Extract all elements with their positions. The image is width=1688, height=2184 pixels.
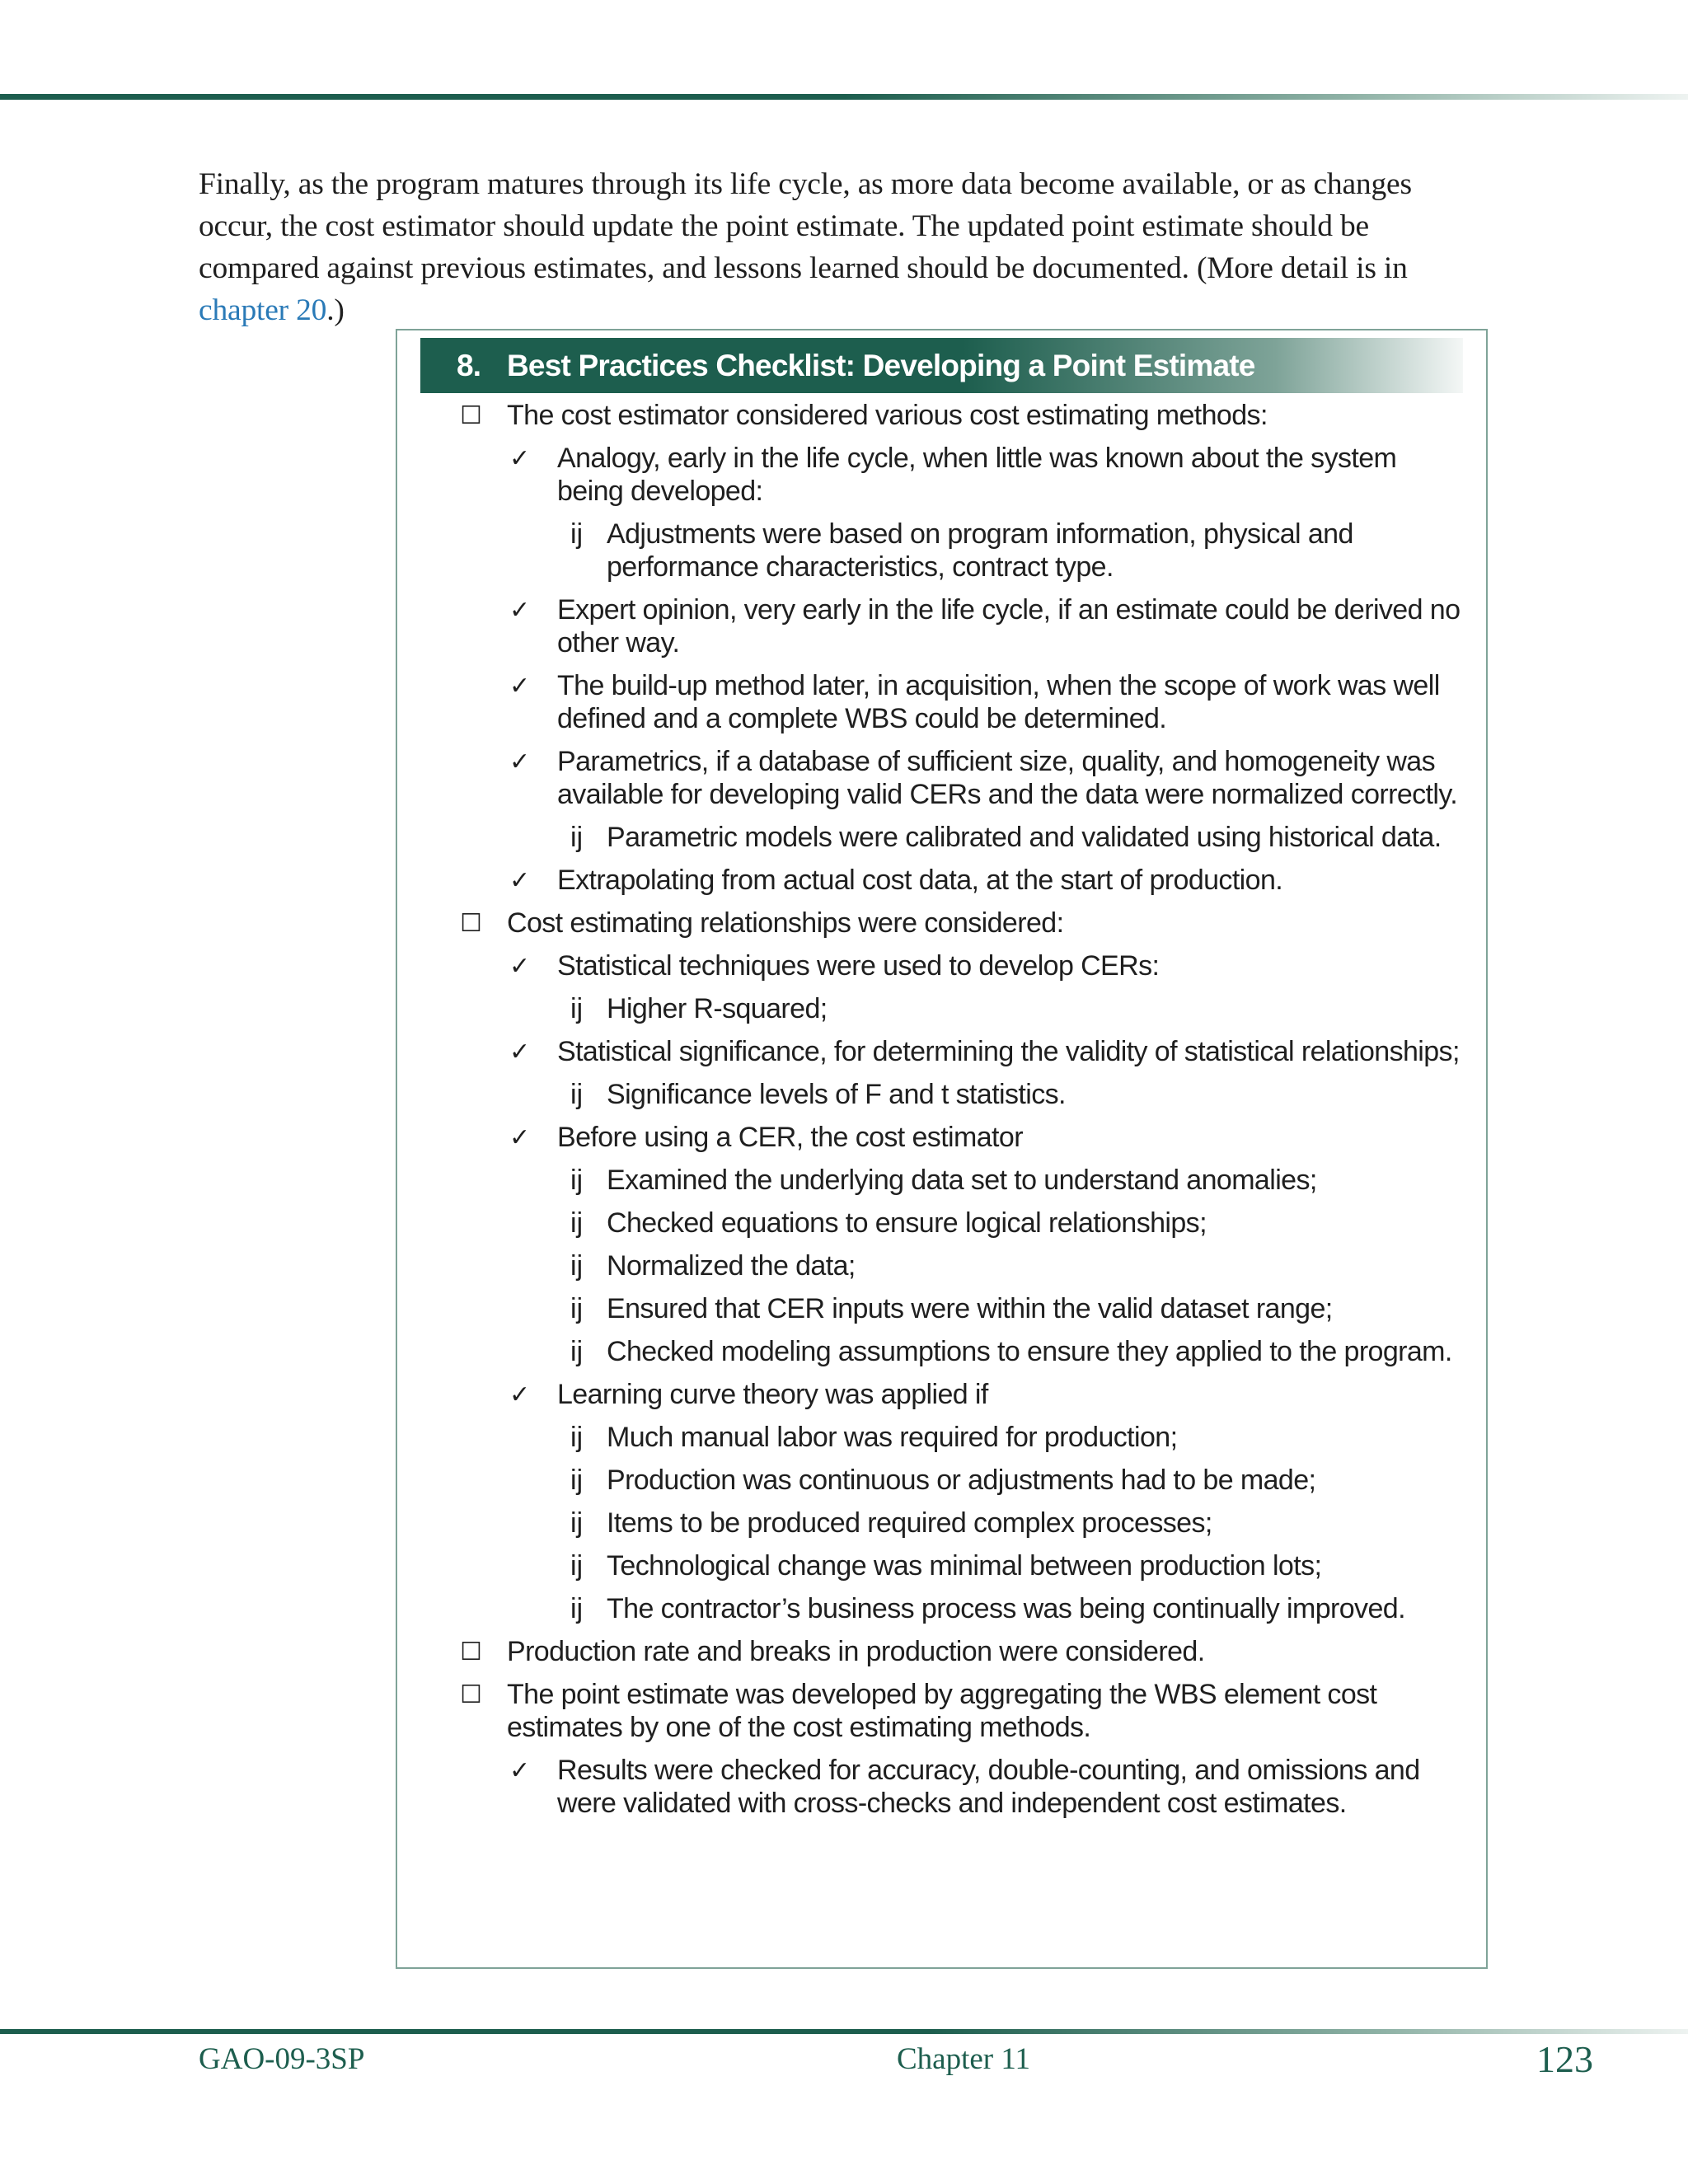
checkmark-icon: ✓ [509,672,530,701]
checklist-item [420,593,1467,659]
intro-text-end: .) [326,293,345,327]
checkmark-icon: ✓ [509,748,530,776]
sub-bullet-icon: ĳ [570,1207,583,1239]
sub-bullet-icon: ĳ [570,518,583,550]
checklist-item-text: Examined the underlying data set to understand anomalies; [607,1165,1317,1196]
checkmark-icon: ✓ [509,444,530,473]
sub-bullet-icon: ĳ [570,1465,583,1496]
checkbox-icon: ☐ [460,401,482,430]
checkmark-icon: ✓ [509,596,530,625]
checklist-items [420,399,1467,1830]
checkmark-icon: ✓ [509,1756,530,1785]
sub-bullet-icon: ĳ [570,1079,583,1110]
checklist-item [420,1507,1467,1540]
checkmark-icon: ✓ [509,1038,530,1066]
checklist-item-text: Statistical significance, for determining the validity of statistical relationships; [557,1036,1460,1067]
checklist-item-text: Ensured that CER inputs were within the valid dataset range; [607,1293,1333,1324]
checklist-item [420,1592,1467,1625]
checklist-item [420,1292,1467,1325]
intro-paragraph [199,163,1484,331]
checklist-item-text: The build-up method later, in acquisition, when the scope of work was well defined and a complete WBS could be determined. [557,670,1440,734]
checklist-item [420,1549,1467,1582]
checklist-item-text: Higher R-squared; [607,993,828,1024]
sub-bullet-icon: ĳ [570,1165,583,1196]
sub-bullet-icon: ĳ [570,1250,583,1282]
page-number: 123 [1536,2038,1593,2080]
checklist-item [420,907,1467,940]
checklist-item-text: Checked equations to ensure logical relationships; [607,1207,1207,1239]
checklist-item-text: Production was continuous or adjustments had to be made; [607,1465,1316,1496]
chapter-label: Chapter 11 [896,2042,1030,2076]
top-rule [0,94,1688,100]
checklist-item-text: Normalized the data; [607,1250,856,1282]
sub-bullet-icon: ĳ [570,993,583,1024]
checklist-item-text: Expert opinion, very early in the life cycle, if an estimate could be derived no other way. [557,594,1461,658]
checklist-item [420,1207,1467,1240]
sub-bullet-icon: ĳ [570,1550,583,1582]
checklist-item [420,1335,1467,1368]
checklist-item-text: The cost estimator considered various cost estimating methods: [507,400,1268,431]
checkmark-icon: ✓ [509,1380,530,1409]
sub-bullet-icon: ĳ [570,1593,583,1624]
checklist-item [420,1378,1467,1411]
checklist-item-text: Technological change was minimal between production lots; [607,1550,1322,1582]
checklist-header [420,338,1463,393]
checklist-item [420,1678,1467,1744]
intro-text: Finally, as the program matures through its life cycle, as more data become available, or as changes occur, the cost estimator should update the point estimate. The updated point estimate should be compared against previous estimates, and lessons learned should be documented. (More detail is in [199,167,1412,285]
checkmark-icon: ✓ [509,866,530,895]
checklist-number: 8. [457,349,481,382]
checklist-item-text: Analogy, early in the life cycle, when little was known about the system being developed: [557,443,1397,507]
bottom-rule [0,2029,1688,2034]
checklist-item-text: Parametric models were calibrated and validated using historical data. [607,822,1442,853]
checklist-item [420,1121,1467,1154]
checklist-item [420,669,1467,735]
checkbox-icon: ☐ [460,1680,482,1709]
checklist-item [420,864,1467,897]
checklist-item [420,992,1467,1025]
checklist-item-text: Statistical techniques were used to develop CERs: [557,950,1160,982]
checklist-item-text: Items to be produced required complex processes; [607,1507,1212,1539]
checkmark-icon: ✓ [509,1123,530,1152]
checklist-item-text: Results were checked for accuracy, double-counting, and omissions and were validated with cross-checks and independent cost estimates. [557,1755,1420,1819]
checklist-item [420,1635,1467,1668]
checkmark-icon: ✓ [509,952,530,981]
checklist-item-text: Much manual labor was required for production; [607,1422,1178,1453]
checklist-item-text: Before using a CER, the cost estimator [557,1122,1023,1153]
checklist-item [420,821,1467,854]
checklist-item [420,1164,1467,1197]
checkbox-icon: ☐ [460,1638,482,1666]
checklist-item [420,1464,1467,1497]
checklist-item [420,949,1467,982]
sub-bullet-icon: ĳ [570,1422,583,1453]
checkbox-icon: ☐ [460,909,482,938]
checklist-item [420,1421,1467,1454]
sub-bullet-icon: ĳ [570,1293,583,1324]
checklist-item-text: Production rate and breaks in production were considered. [507,1636,1205,1667]
sub-bullet-icon: ĳ [570,1507,583,1539]
checklist-item [420,442,1467,508]
checklist-item-text: The contractor’s business process was being continually improved. [607,1593,1405,1624]
checklist-item-text: Adjustments were based on program information, physical and performance characteristics, contract type. [607,518,1353,583]
checklist-item [420,745,1467,811]
checklist-item [420,1078,1467,1111]
checklist-item-text: Parametrics, if a database of sufficient size, quality, and homogeneity was available for developing valid CERs and the data were normalized correctly. [557,746,1458,810]
checklist-item-text: Cost estimating relationships were considered: [507,907,1064,939]
chapter-20-link[interactable]: chapter 20 [199,293,327,327]
checklist-item-text: Checked modeling assumptions to ensure they applied to the program. [607,1336,1452,1367]
checklist-item [420,1754,1467,1820]
checklist-item [420,399,1467,432]
checklist-item [420,1249,1467,1282]
report-id: GAO-09-3SP [199,2042,365,2076]
checklist-item-text: Extrapolating from actual cost data, at the start of production. [557,865,1283,896]
checklist-title: Best Practices Checklist: Developing a Point Estimate [507,349,1255,382]
checklist-item [420,1035,1467,1068]
sub-bullet-icon: ĳ [570,1336,583,1367]
checklist-item-text: The point estimate was developed by aggregating the WBS element cost estimates by one of the cost estimating methods. [507,1679,1377,1743]
sub-bullet-icon: ĳ [570,822,583,853]
checklist-item-text: Learning curve theory was applied if [557,1379,988,1410]
checklist-item [420,518,1467,583]
checklist-item-text: Significance levels of F and t statistics. [607,1079,1066,1110]
